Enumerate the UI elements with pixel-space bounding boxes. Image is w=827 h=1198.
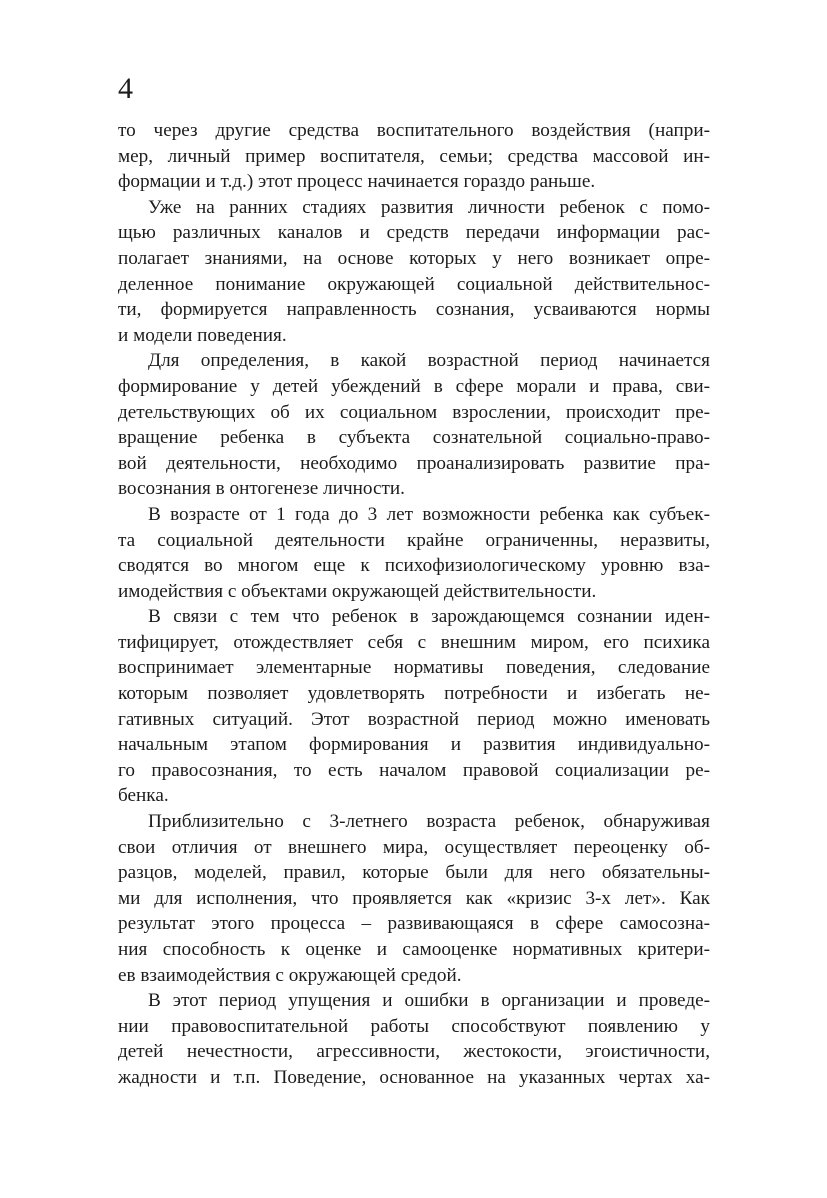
text-line: Уже на ранних стадиях развития личности ребенок с помо- [148, 196, 710, 218]
text-line: гативных ситуаций. Этот возрастной период можно именовать [118, 708, 710, 730]
paragraph-5 [118, 604, 710, 809]
text-line: Для определения, в какой возрастной период начинается [148, 350, 710, 372]
text-line: ев взаимодействия с окружающей средой. [118, 964, 462, 986]
paragraph-7 [118, 988, 710, 1090]
paragraph-2 [118, 195, 710, 349]
paragraph-4 [118, 502, 710, 604]
text-line: начальным этапом формирования и развития индивидуально- [118, 734, 710, 756]
text-line: имодействия с объектами окружающей действительности. [118, 580, 597, 602]
text-line: разцов, моделей, правил, которые были для него обязательны- [118, 862, 710, 884]
text-line: формации и т.д.) этот процесс начинается гораздо раньше. [118, 171, 596, 193]
text-line: свои отличия от внешнего мира, осуществляет переоценку об- [118, 836, 710, 858]
text-line: то через другие средства воспитательного воздействия (напри- [118, 120, 710, 141]
text-line: вой деятельности, необходимо проанализировать развитие пра- [118, 452, 710, 474]
paragraph-3 [118, 348, 710, 502]
text-line: В связи с тем что ребенок в зарождающемся сознании иден- [148, 606, 710, 628]
text-line: ния способность к оценке и самооценке нормативных критери- [118, 939, 710, 960]
document-page [118, 72, 710, 1091]
text-line: и модели поведения. [118, 324, 287, 346]
text-line: бенка. [118, 785, 169, 807]
text-line: восознания в онтогенезе личности. [118, 478, 405, 500]
page-number: 4 [118, 72, 133, 105]
text-line: жадности и т.п. Поведение, основанное на указанных чертах ха- [118, 1066, 710, 1088]
text-line: ми для исполнения, что проявляется как «кризис 3-х лет». Как [118, 887, 710, 909]
text-line: нии правовоспитательной работы способствуют появлению у [118, 1015, 710, 1037]
text-line: воспринимает элементарные нормативы поведения, следование [118, 657, 710, 679]
text-line: полагает знаниями, на основе которых у него возникает опре- [118, 247, 710, 269]
text-line: мер, личный пример воспитателя, семьи; средства массовой ин- [118, 145, 710, 167]
text-line: ти, формируется направленность сознания, усваиваются нормы [118, 299, 710, 321]
text-line: деленное понимание окружающей социальной действительнос- [118, 273, 710, 295]
text-line: детей нечестности, агрессивности, жестокости, эгоистичности, [118, 1041, 710, 1063]
text-line: В возрасте от 1 года до 3 лет возможности ребенка как субъек- [148, 503, 710, 525]
text-line: щью различных каналов и средств передачи информации рас- [118, 222, 710, 244]
text-line: Приблизительно с 3-летнего возраста ребенок, обнаруживая [148, 811, 710, 833]
paragraph-1 [118, 118, 710, 195]
text-line: результат этого процесса – развивающаяся в сфере самосозна- [118, 913, 710, 935]
text-line: та социальной деятельности крайне ограниченны, неразвиты, [118, 529, 710, 551]
text-line: детельствующих об их социальном взрослении, происходит пре- [118, 401, 710, 423]
text-line: го правосознания, то есть началом правовой социализации ре- [118, 759, 710, 781]
text-line: формирование у детей убеждений в сфере морали и права, сви- [118, 375, 710, 397]
text-line: которым позволяет удовлетворять потребности и избегать не- [118, 683, 710, 705]
paragraph-6 [118, 809, 710, 988]
text-line: тифицирует, отождествляет себя с внешним миром, его психика [118, 631, 710, 653]
text-line: сводятся во многом еще к психофизиологическому уровню вза- [118, 555, 710, 577]
text-line: В этот период упущения и ошибки в организации и проведе- [148, 990, 710, 1012]
text-line: вращение ребенка в субъекта сознательной социально-право- [118, 427, 710, 449]
